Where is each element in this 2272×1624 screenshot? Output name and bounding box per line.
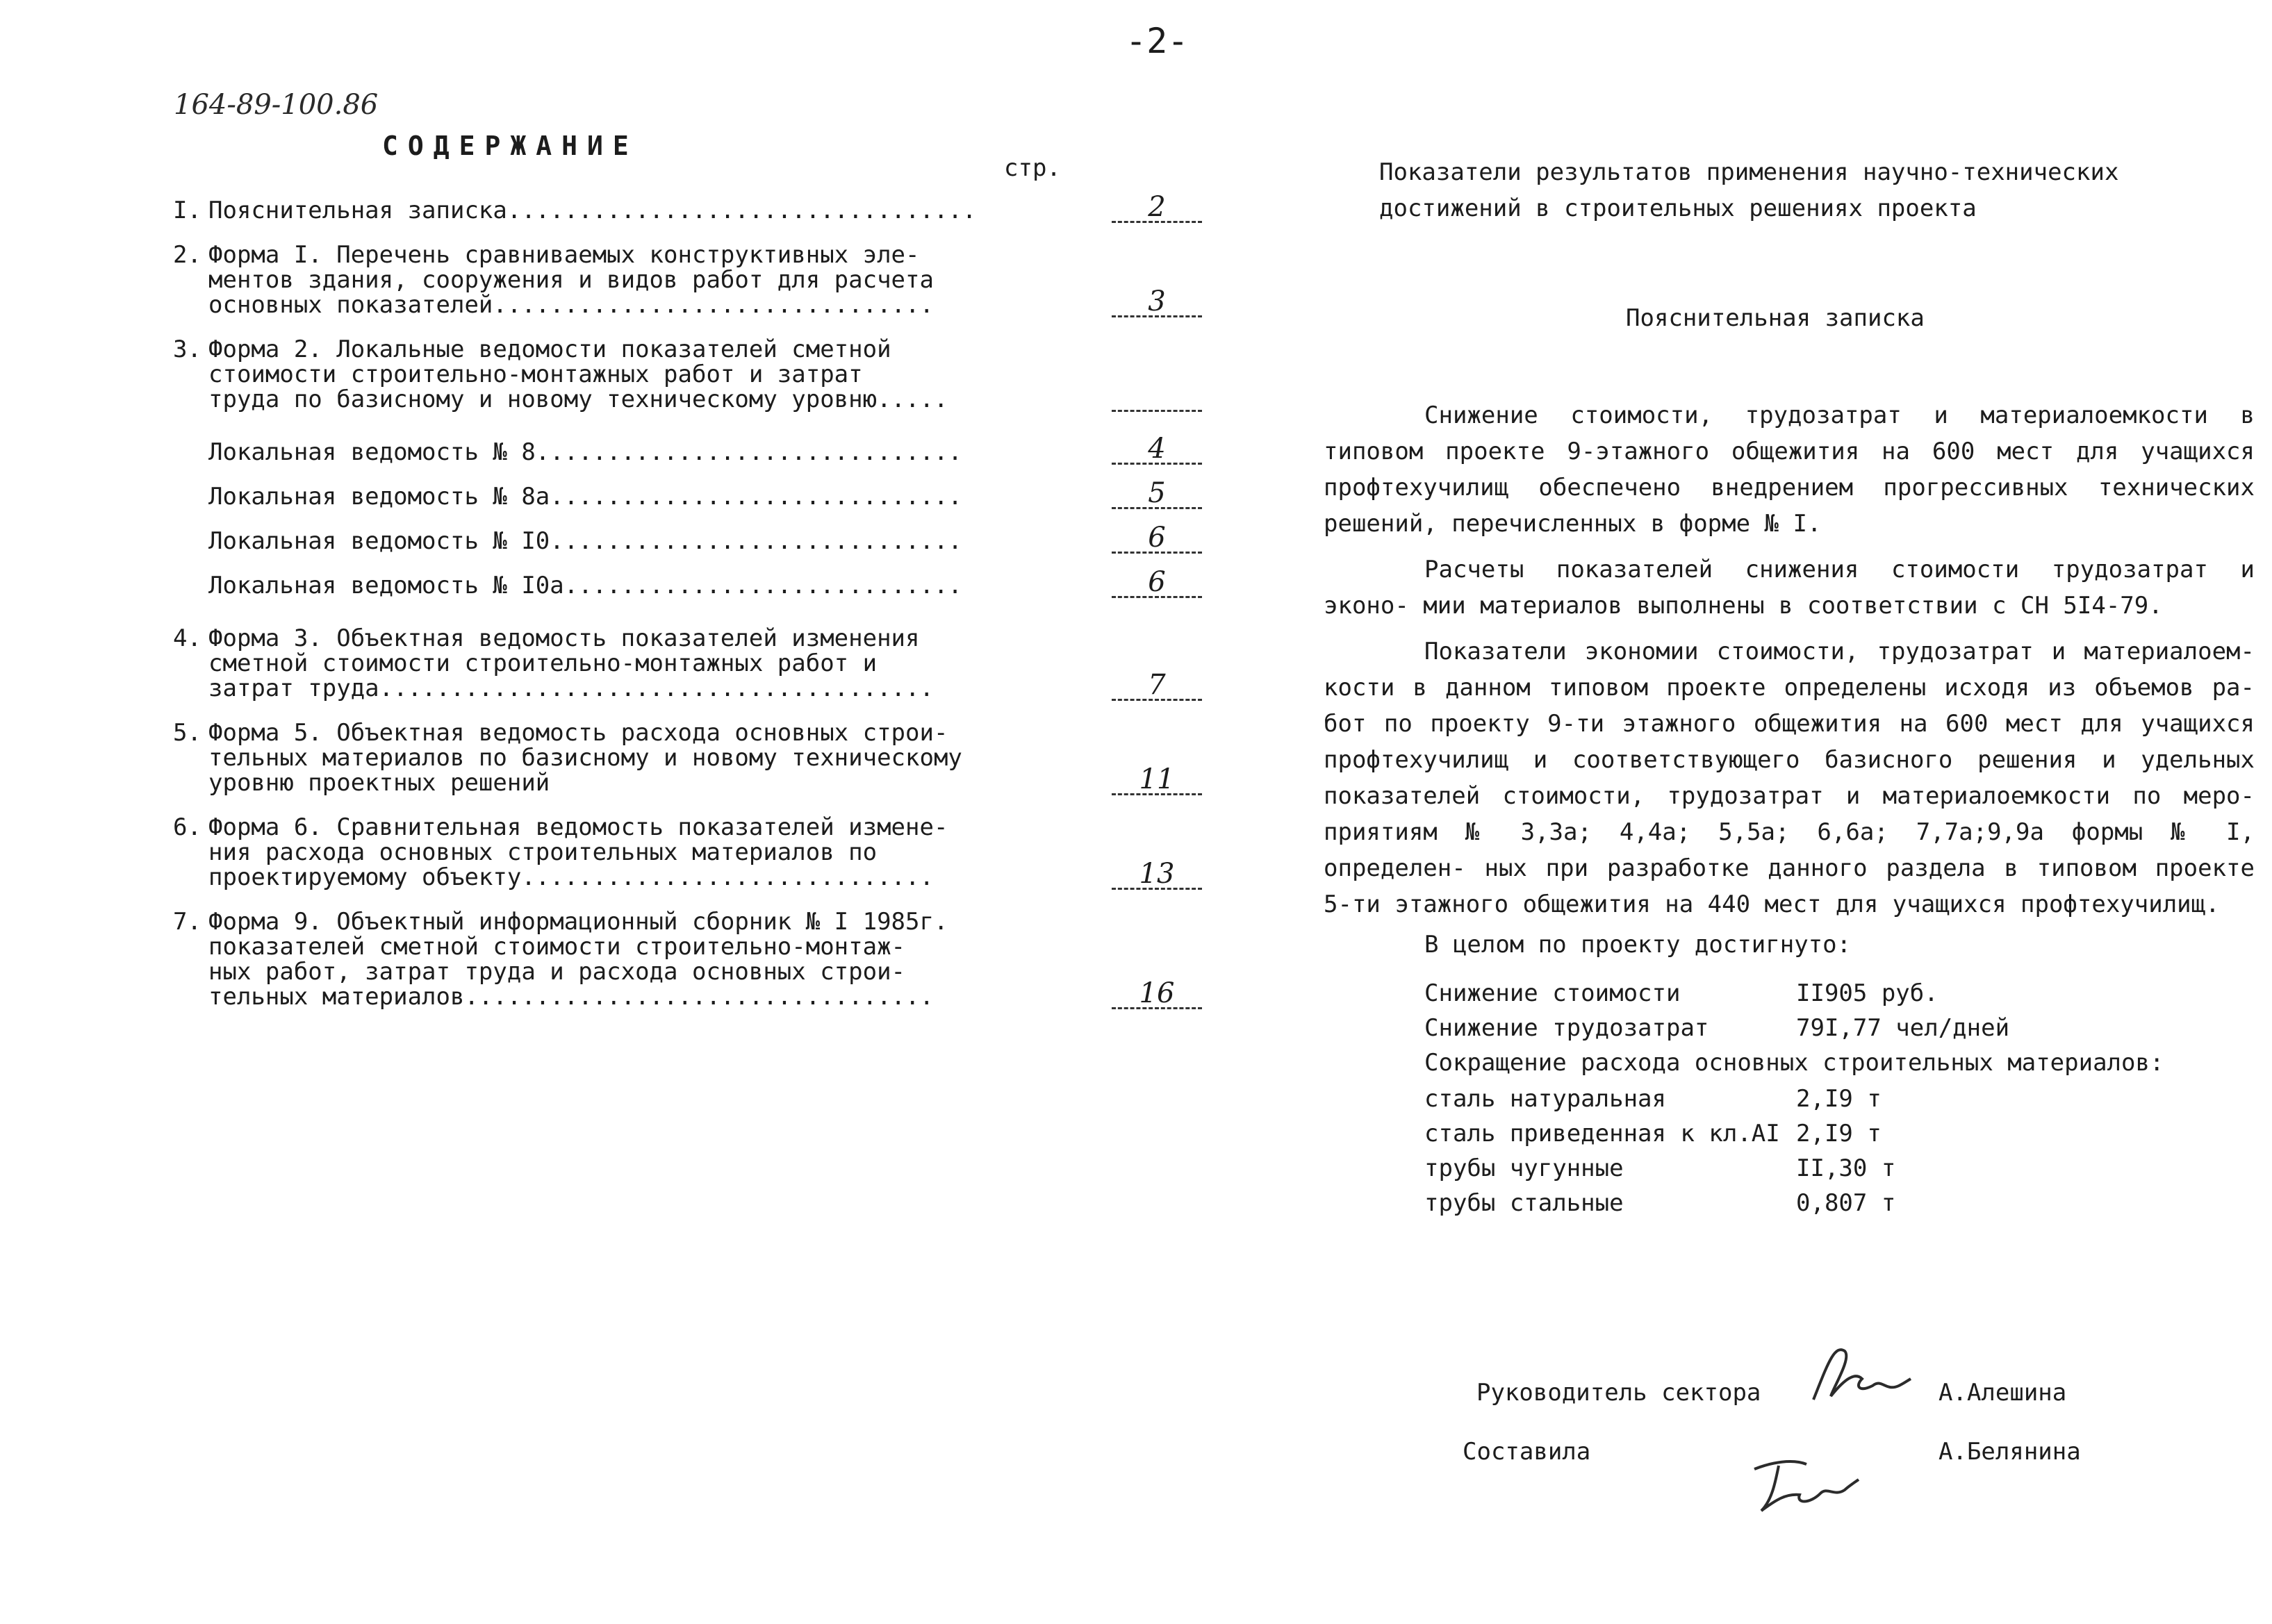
- toc-item-number: 7.: [173, 908, 201, 936]
- explanatory-note-body: [1324, 397, 2255, 932]
- toc-item: [160, 241, 1166, 319]
- toc-item: [160, 719, 1175, 797]
- page-number: -2-: [1126, 21, 1189, 61]
- document-code: 164-89-100.86: [174, 89, 379, 121]
- toc-item-page: 6: [1112, 568, 1202, 598]
- toc-item: [160, 813, 1175, 891]
- material-value: 0,807 т: [1796, 1189, 1896, 1217]
- results-title: Показатели результатов применения научно-технических достижений в строительных решениях проекта: [1379, 158, 2119, 222]
- toc-item-text: Форма 5. Объектная ведомость расхода основных строи- тельных материалов по базисному и новому техническому уровню проектных решений: [208, 719, 962, 797]
- toc-item-number: 4.: [173, 624, 201, 652]
- handwritten-signature-icon: [1744, 1445, 1862, 1521]
- toc-item: [160, 566, 1166, 599]
- toc-item-text: Форма 6. Сравнительная ведомость показателей измене- ния расхода основных строительных материалов по проектируемому объекту.............................: [208, 813, 948, 891]
- saving-label: Снижение стоимости: [1424, 979, 1681, 1007]
- toc-item-page: [1112, 382, 1202, 412]
- signature-name-head: А.Алешина: [1938, 1379, 2067, 1407]
- paragraph: Расчеты показателей снижения стоимости трудозатрат и эконо- мии материалов выполнены в соответствии с СН 5I4-79.: [1324, 556, 2255, 620]
- toc-item: [160, 477, 1166, 511]
- handwritten-signature-icon: [1806, 1337, 1918, 1414]
- toc-item: [160, 522, 1166, 555]
- toc-item-text: Локальная ведомость № I0а............................: [208, 572, 962, 599]
- toc-item-page: 6: [1112, 524, 1202, 554]
- saving-label: Снижение трудозатрат: [1424, 1014, 1709, 1042]
- material-label: трубы стальные: [1424, 1189, 1624, 1217]
- material-row: [1424, 1082, 2164, 1116]
- toc-item-text: Форма 3. Объектная ведомость показателей изменения сметной стоимости строительно-монтажных работ и затрат труда.......................................: [208, 624, 934, 702]
- material-value: II,30 т: [1796, 1154, 1896, 1182]
- saving-value: 79I,77 чел/дней: [1796, 1014, 2010, 1042]
- material-row: [1424, 1151, 2164, 1186]
- toc-item-text: Локальная ведомость № 8..............................: [208, 438, 962, 466]
- toc-item-text: Форма 2. Локальные ведомости показателей сметной стоимости строительно-монтажных работ и затрат труда по базисному и новому техническому уровню.....: [208, 335, 948, 413]
- toc-item: [160, 908, 1175, 1011]
- toc-item-number: 6.: [173, 813, 201, 841]
- toc-item-number: 5.: [173, 719, 201, 747]
- materials-label: Сокращение расхода основных строительных материалов:: [1424, 1049, 2164, 1077]
- material-row: [1424, 1116, 2164, 1151]
- toc-item-page: 16: [1112, 979, 1202, 1009]
- toc-item-page: 11: [1112, 765, 1202, 795]
- material-label: сталь натуральная: [1424, 1085, 1666, 1113]
- toc-item: [160, 337, 1112, 412]
- explanatory-note-title: Пояснительная записка: [1626, 304, 1925, 332]
- signature-name-compiler: А.Белянина: [1938, 1438, 2081, 1466]
- toc-item-number: 3.: [173, 335, 201, 363]
- paragraph: Снижение стоимости, трудозатрат и материалоемкости в типовом проекте 9-этажного общежития на 600 мест для учащихся профтехучилищ обеспечено внедрением прогрессивных технических решений, перечисленных в форме № I.: [1324, 401, 2255, 538]
- signature-role-head: Руководитель сектора: [1476, 1379, 1761, 1407]
- achieved-label: В целом по проекту достигнуто:: [1424, 931, 1852, 959]
- saving-value: II905 руб.: [1796, 979, 1938, 1007]
- toc-item-page: 13: [1112, 860, 1202, 890]
- toc-item-text: Форма I. Перечень сравниваемых конструктивных эле- ментов здания, сооружения и видов работ для расчета основных показателей...............................: [208, 241, 934, 319]
- toc-page-column-label: стр.: [1004, 154, 1061, 182]
- material-value: 2,I9 т: [1796, 1085, 1882, 1113]
- material-label: сталь приведенная к кл.AI: [1424, 1120, 1780, 1147]
- toc-list: [160, 191, 1175, 1011]
- toc-item-page: 4: [1112, 435, 1202, 465]
- toc-item-text: Форма 9. Объектный информационный сборник № I 1985г. показателей сметной стоимости строительно-монтаж- ных работ, затрат труда и расхода основных строи- тельных материалов.................................: [208, 908, 948, 1011]
- toc-item-text: Локальная ведомость № I0.............................: [208, 527, 962, 555]
- results-summary: [1424, 927, 2164, 1220]
- toc-item-page: 7: [1112, 671, 1202, 701]
- material-value: 2,I9 т: [1796, 1120, 1882, 1147]
- material-row: [1424, 1186, 2164, 1220]
- saving-row: [1424, 976, 2164, 1011]
- saving-row: [1424, 1011, 2164, 1045]
- toc-item-text: Пояснительная записка.................................: [208, 197, 977, 224]
- toc-item: [160, 433, 1166, 466]
- signature-role-compiler: Составила: [1463, 1438, 1591, 1466]
- toc-item-text: Локальная ведомость № 8а.............................: [208, 483, 962, 511]
- toc-item-page: 5: [1112, 479, 1202, 509]
- toc-item-page: 3: [1112, 288, 1202, 317]
- paragraph: Показатели экономии стоимости, трудозатрат и материалоем- кости в данном типовом проекте определены исходя из объемов ра- бот по проекту 9-ти этажного общежития на 600 мест для учащихся профтехучилищ и соответствующего базисного решения и удельных показателей стоимости, трудозатрат и материалоемкости по меро- приятиям № 3,3а; 4,4а; 5,5а; 6,6а; 7,7а;9,9а формы № I, определен- ных при разработке данного раздела в типовом проекте 5-ти этажного общежития на 440 мест для учащихся профтехучилищ.: [1324, 638, 2255, 918]
- toc-item: [160, 191, 1166, 224]
- material-label: трубы чугунные: [1424, 1154, 1624, 1182]
- toc-item-page: 2: [1112, 193, 1202, 223]
- toc-item: [160, 624, 1166, 702]
- toc-item-number: I.: [173, 197, 201, 224]
- toc-item-number: 2.: [173, 241, 201, 269]
- toc-title: СОДЕРЖАНИЕ: [382, 131, 639, 161]
